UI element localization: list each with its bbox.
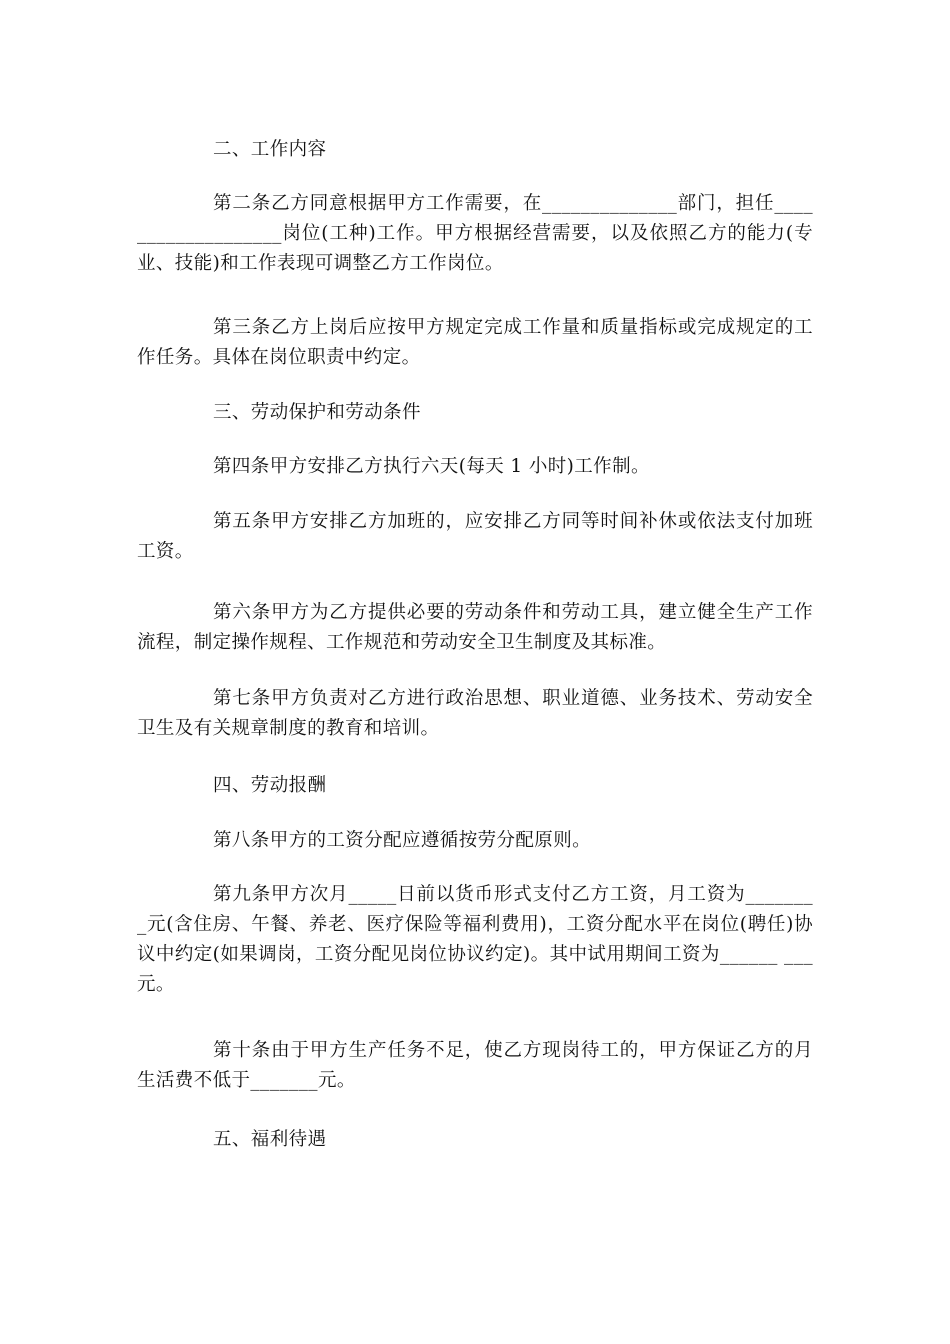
section-heading-remuneration: 四、劳动报酬 [213, 775, 327, 796]
article-4: 第四条甲方安排乙方执行六天(每天 1 小时)工作制。 [213, 456, 650, 477]
article-6: 第六条甲方为乙方提供必要的劳动条件和劳动工具，建立健全生产工作流程，制定操作规程、工作规范和劳动安全卫生制度及其标准。 [137, 602, 813, 653]
section-heading-labor-protection: 三、劳动保护和劳动条件 [213, 402, 421, 423]
section-heading-work-content: 二、工作内容 [213, 139, 327, 160]
article-2: 第二条乙方同意根据甲方工作需要，在______________部门，担任____ _______________岗位(工种)工作。甲方根据经营需要，以及依照乙方的能力(专业、技能)和工作表现可调整乙方工作岗位。 [137, 193, 820, 274]
article-3: 第三条乙方上岗后应按甲方规定完成工作量和质量指标或完成规定的工作任务。具体在岗位职责中约定。 [137, 317, 813, 368]
article-5: 第五条甲方安排乙方加班的，应安排乙方同等时间补休或依法支付加班工资。 [137, 511, 813, 562]
article-7: 第七条甲方负责对乙方进行政治思想、职业道德、业务技术、劳动安全卫生及有关规章制度的教育和培训。 [137, 688, 813, 739]
article-10: 第十条由于甲方生产任务不足，使乙方现岗待工的，甲方保证乙方的月生活费不低于_______元。 [137, 1040, 813, 1091]
section-heading-welfare: 五、福利待遇 [213, 1129, 327, 1150]
article-9: 第九条甲方次月_____日前以货币形式支付乙方工资，月工资为_______ _元(含住房、午餐、养老、医疗保险等福利费用)，工资分配水平在岗位(聘任)协议中约定(如果调岗，工资分配见岗位协议约定)。其中试用期间工资为______ ___元。 [137, 884, 820, 995]
article-8: 第八条甲方的工资分配应遵循按劳分配原则。 [213, 830, 592, 851]
